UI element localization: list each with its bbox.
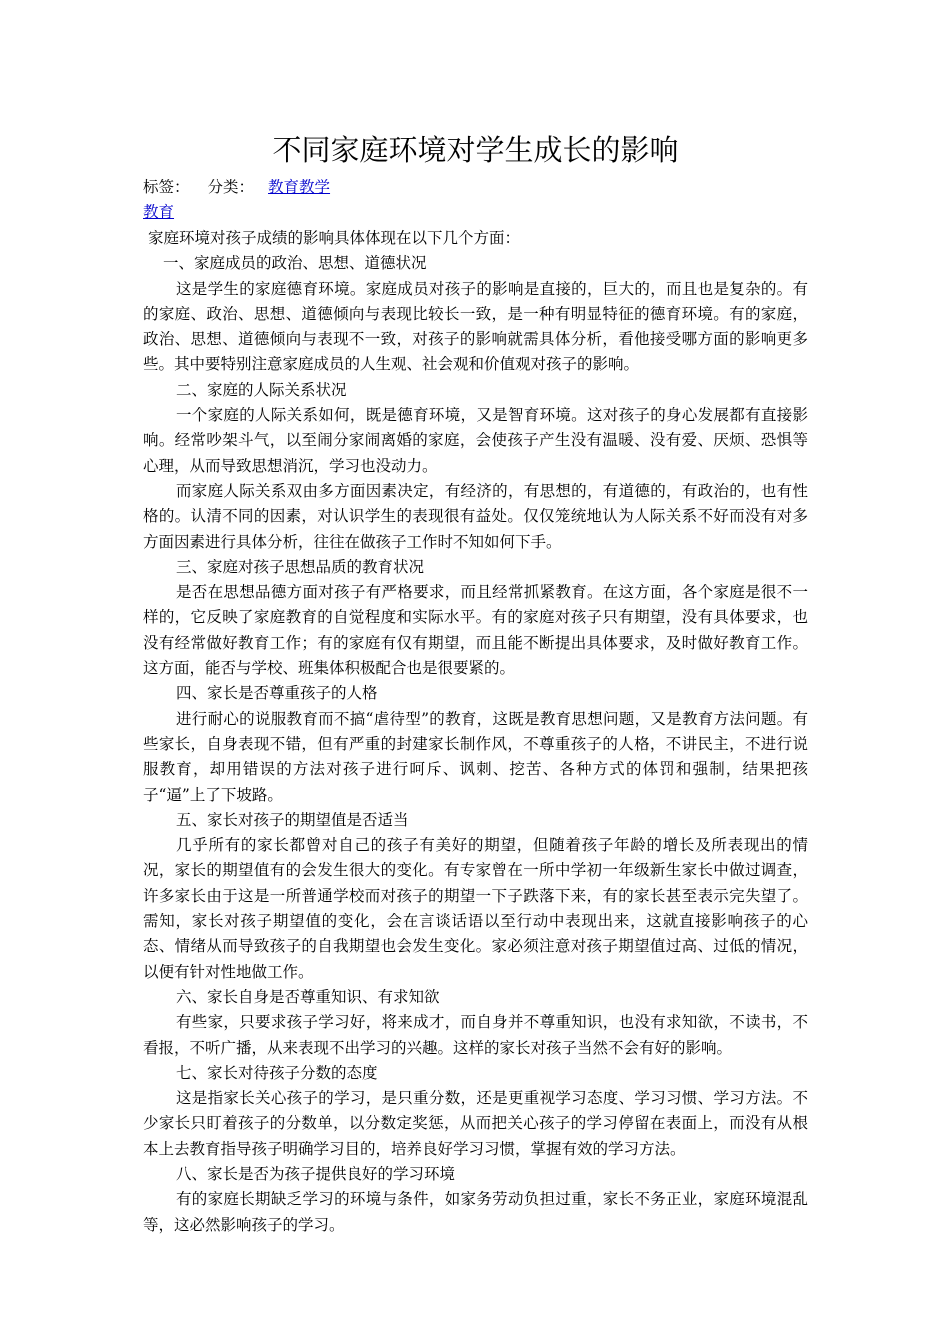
section-paragraph: 这是学生的家庭德育环境。家庭成员对孩子的影响是直接的，巨大的，而且也是复杂的。有的家庭、政治、思想、道德倾向与表现比较长一致，是一种有明显特征的德育环境。有的家庭，政治、思想、道德倾向与表现不一致，对孩子的影响就需具体分析，看他接受哪方面的影响更多些。其中要特别注意家庭成员的人生观、社会观和价值观对孩子的影响。 — [143, 279, 808, 374]
section-heading: 六、家长自身是否尊重知识、有求知欲 — [176, 987, 440, 1006]
tag-link[interactable]: 教育 — [143, 203, 175, 221]
article-meta — [143, 176, 330, 198]
section-paragraph: 有些家，只要求孩子学习好，将来成才，而自身并不尊重知识，也没有求知欲，不读书，不看报，不听广播，从来表现不出学习的兴趣。这样的家长对孩子当然不会有好的影响。 — [143, 1013, 808, 1057]
section-heading: 三、家庭对孩子思想品质的教育状况 — [176, 557, 425, 576]
section-paragraph: 是否在思想品德方面对孩子有严格要求，而且经常抓紧教育。在这方面，各个家庭是很不一样的，它反映了家庭教育的自觉程度和实际水平。有的家庭对孩子只有期望，没有具体要求，也没有经常做好教育工作；有的家庭有仅有期望，而且能不断提出具体要求，及时做好教育工作。这方面，能否与学校、班集体积极配合也是很要紧的。 — [143, 583, 808, 678]
section-heading: 八、家长是否为孩子提供良好的学习环境 — [176, 1164, 456, 1183]
section-paragraph: 这是指家长关心孩子的学习，是只重分数，还是更重视学习态度、学习习惯、学习方法。不少家长只盯着孩子的分数单，以分数定奖惩，从而把关心孩子的学习停留在表面上，而没有从根本上去教育指导孩子明确学习目的，培养良好学习习惯，掌握有效的学习方法。 — [143, 1089, 808, 1158]
section-heading: 四、家长是否尊重孩子的人格 — [176, 684, 378, 703]
section-paragraph: 有的家庭长期缺乏学习的环境与条件，如家务劳动负担过重，家长不务正业，家庭环境混乱等，这必然影响孩子的学习。 — [143, 1190, 808, 1234]
section-heading: 一、家庭成员的政治、思想、道德状况 — [163, 254, 427, 273]
section-heading: 五、家长对孩子的期望值是否适当 — [176, 810, 409, 829]
article-body — [143, 226, 808, 1238]
section-paragraph: 而家庭人际关系双由多方面因素决定，有经济的，有思想的，有道德的，有政治的，也有性格的。认清不同的因素，对认识学生的表现很有益处。仅仅笼统地认为人际关系不好而没有对多方面因素进行具体分析，往往在做孩子工作时不知如何下手。 — [143, 481, 808, 551]
category-link[interactable]: 教育教学 — [268, 178, 331, 196]
tag-line — [143, 201, 174, 223]
intro-paragraph: 家庭环境对孩子成绩的影响具体体现在以下几个方面： — [148, 229, 521, 247]
section-paragraph: 进行耐心的说服教育而不搞“虐待型”的教育，这既是教育思想问题，又是教育方法问题。有些家长，自身表现不错，但有严重的封建家长制作风，不尊重孩子的人格，不讲民主，不进行说服教育，却用错误的方法对孩子进行呵斥、讽刺、挖苦、各种方式的体罚和强制，结果把孩子“逼”上了下坡路。 — [143, 709, 808, 804]
tags-label: 标签： — [143, 178, 190, 196]
category-label: 分类： — [207, 178, 255, 196]
section-heading: 二、家庭的人际关系状况 — [176, 380, 347, 399]
section-paragraph: 一个家庭的人际关系如何，既是德育环境，又是智育环境。这对孩子的身心发展都有直接影响。经常吵架斗气，以至闹分家闹离婚的家庭，会使孩子产生没有温暖、没有爱、厌烦、恐惧等心理，从而导致思想消沉，学习也没动力。 — [143, 406, 808, 475]
section-paragraph: 几乎所有的家长都曾对自己的孩子有美好的期望，但随着孩子年龄的增长及所表现出的情况，家长的期望值有的会发生很大的变化。有专家曾在一所中学初一年级新生家长中做过调查，许多家长由于这是一所普通学校而对孩子的期望一下子跌落下来，有的家长甚至表示完失望了。需知，家长对孩子期望值的变化，会在言谈话语以至行动中表现出来，这就直接影响孩子的心态、情绪从而导致孩子的自我期望也会发生变化。家必须注意对孩子期望值过高、过低的情况，以便有针对性地做工作。 — [143, 836, 808, 981]
article-title: 不同家庭环境对学生成长的影响 — [272, 133, 679, 167]
section-heading: 七、家长对待孩子分数的态度 — [176, 1063, 378, 1082]
